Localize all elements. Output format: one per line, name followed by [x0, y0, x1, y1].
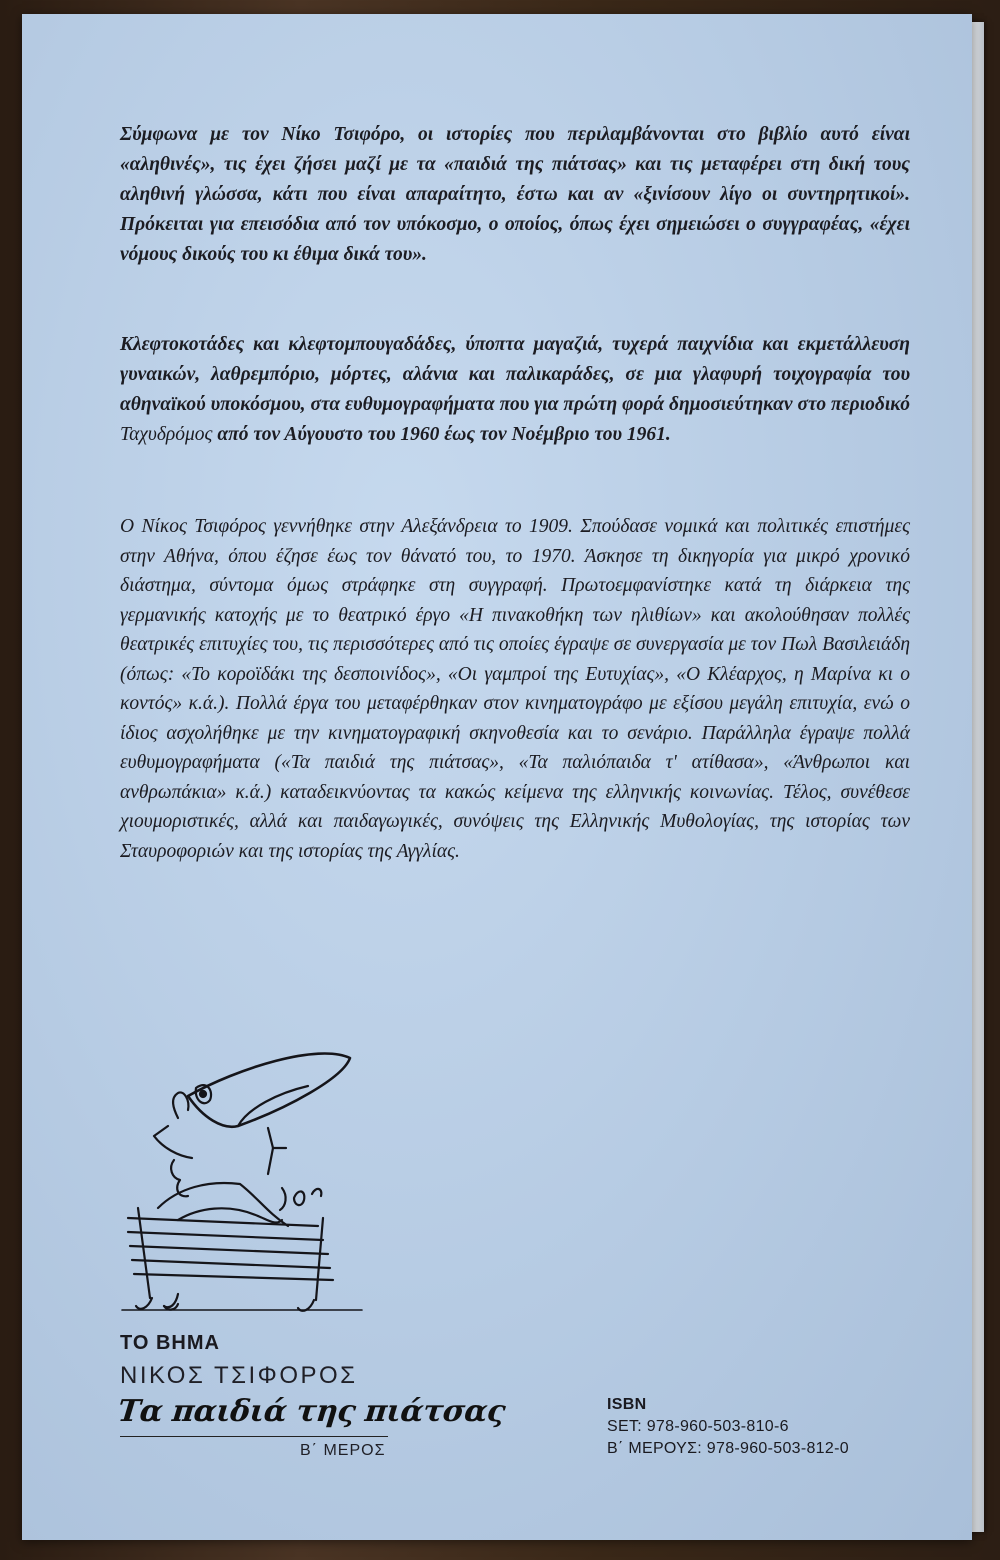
publisher-name: ΤΟ ΒΗΜΑ — [120, 1332, 220, 1354]
blurb-paragraph-2 — [120, 330, 910, 450]
author-bio-paragraph: Ο Νίκος Τσιφόρος γεννήθηκε στην Αλεξάνδρεια το 1909. Σπούδασε νομικά και πολιτικές επιστήμες στην Αθήνα, όπου έζησε έως τον θάνατό του, το 1970. Άσκησε τη δικηγορία για μικρό χρονικό διάστημα, σύντομα όμως στράφηκε στη συγγραφή. Πρωτοεμφανίστηκε κατά τη διάρκεια της γερμανικής κατοχής με το θεατρικό έργο «Η πινακοθήκη των ηλιθίων» και ακολούθησαν πολλές θεατρικές επιτυχίες του, τις περισσότερες από τις οποίες έγραψε σε συνεργασία με τον Πωλ Βασιλειάδη (όπως: «Το κοροϊδάκι της δεσποινίδος», «Οι γαμπροί της Ευτυχίας», «Ο Κλέαρχος, η Μαρίνα κι ο κοντός» κ.ά.). Πολλά έργα του μεταφέρθηκαν στον κινηματογράφο με εξίσου μεγάλη επιτυχία, ενώ ο ίδιος ασχολήθηκε με την κινηματογραφική σκηνοθεσία και το σενάριο. Παράλληλα έγραψε πολλά ευθυμογραφήματα («Τα παιδιά της πιάτσας», «Τα παλιόπαιδα τ' ατίθασα», «Άνθρωποι και ανθρωπάκια» κ.ά.) καταδεικνύοντας τα κακώς κείμενα της ελληνικής κοινωνίας. Τέλος, συνέθεσε χιουμοριστικές, αλλά και παιδαγωγικές, συνόψεις της Ελληνικής Μυθολογίας, της ιστορίας των Σταυροφοριών και της ιστορίας της Αγγλίας. — [120, 516, 910, 862]
isbn-label: ISBN — [607, 1396, 647, 1413]
isbn-part-line: Β΄ ΜΕΡΟΥΣ: 978-960-503-812-0 — [607, 1440, 849, 1457]
isbn-set-line: SET: 978-960-503-810-6 — [607, 1418, 789, 1435]
blurb-paragraph-2-main: Κλεφτοκοτάδες και κλεφτομπουγαδάδες, ύποπτα μαγαζιά, τυχερά παιχνίδια και εκμετάλλευση γυναικών, λαθρεμπόριο, μόρτες, αλάνια και παλικαράδες, σε μια γλαφυρή τοιχογραφία του αθηναϊκού υποκόσμου, στα ευθυμογραφήματα που για πρώτη φορά δημοσιεύτηκαν στο περιοδικό — [120, 334, 910, 415]
title-underline — [120, 1436, 388, 1437]
blurb-paragraph-2-end: από τον Αύγουστο του 1960 έως τον Νοέμβριο του 1961. — [212, 424, 671, 445]
bench-caricature-illustration — [118, 1048, 368, 1318]
magazine-title: Ταχυδρόμος — [120, 424, 213, 445]
blurb-paragraph-1: Σύμφωνα με τον Νίκο Τσιφόρο, οι ιστορίες που περιλαμβάνονται στο βιβλίο αυτό είναι «αληθινές», τις έχει ζήσει μαζί με τα «παιδιά της πιάτσας» και τις μεταφέρει στη δική τους αληθινή γλώσσα, κάτι που είναι απαραίτητο, έστω και αν «ξινίσουν λίγο οι συντηρητικοί». Πρόκειται για επεισόδια από τον υπόκοσμο, ο οποίος, όπως έχει σημειώσει ο συγγραφέας, «έχει νόμους δικούς του κι έθιμα δικά του». — [120, 124, 910, 265]
isbn-block — [607, 1394, 849, 1460]
author-name: ΝΙΚΟΣ ΤΣΙΦΟΡΟΣ — [120, 1362, 358, 1389]
part-label: Β΄ ΜΕΡΟΣ — [300, 1442, 386, 1459]
series-title-script: Τα παιδιά της πιάτσας — [116, 1394, 507, 1429]
